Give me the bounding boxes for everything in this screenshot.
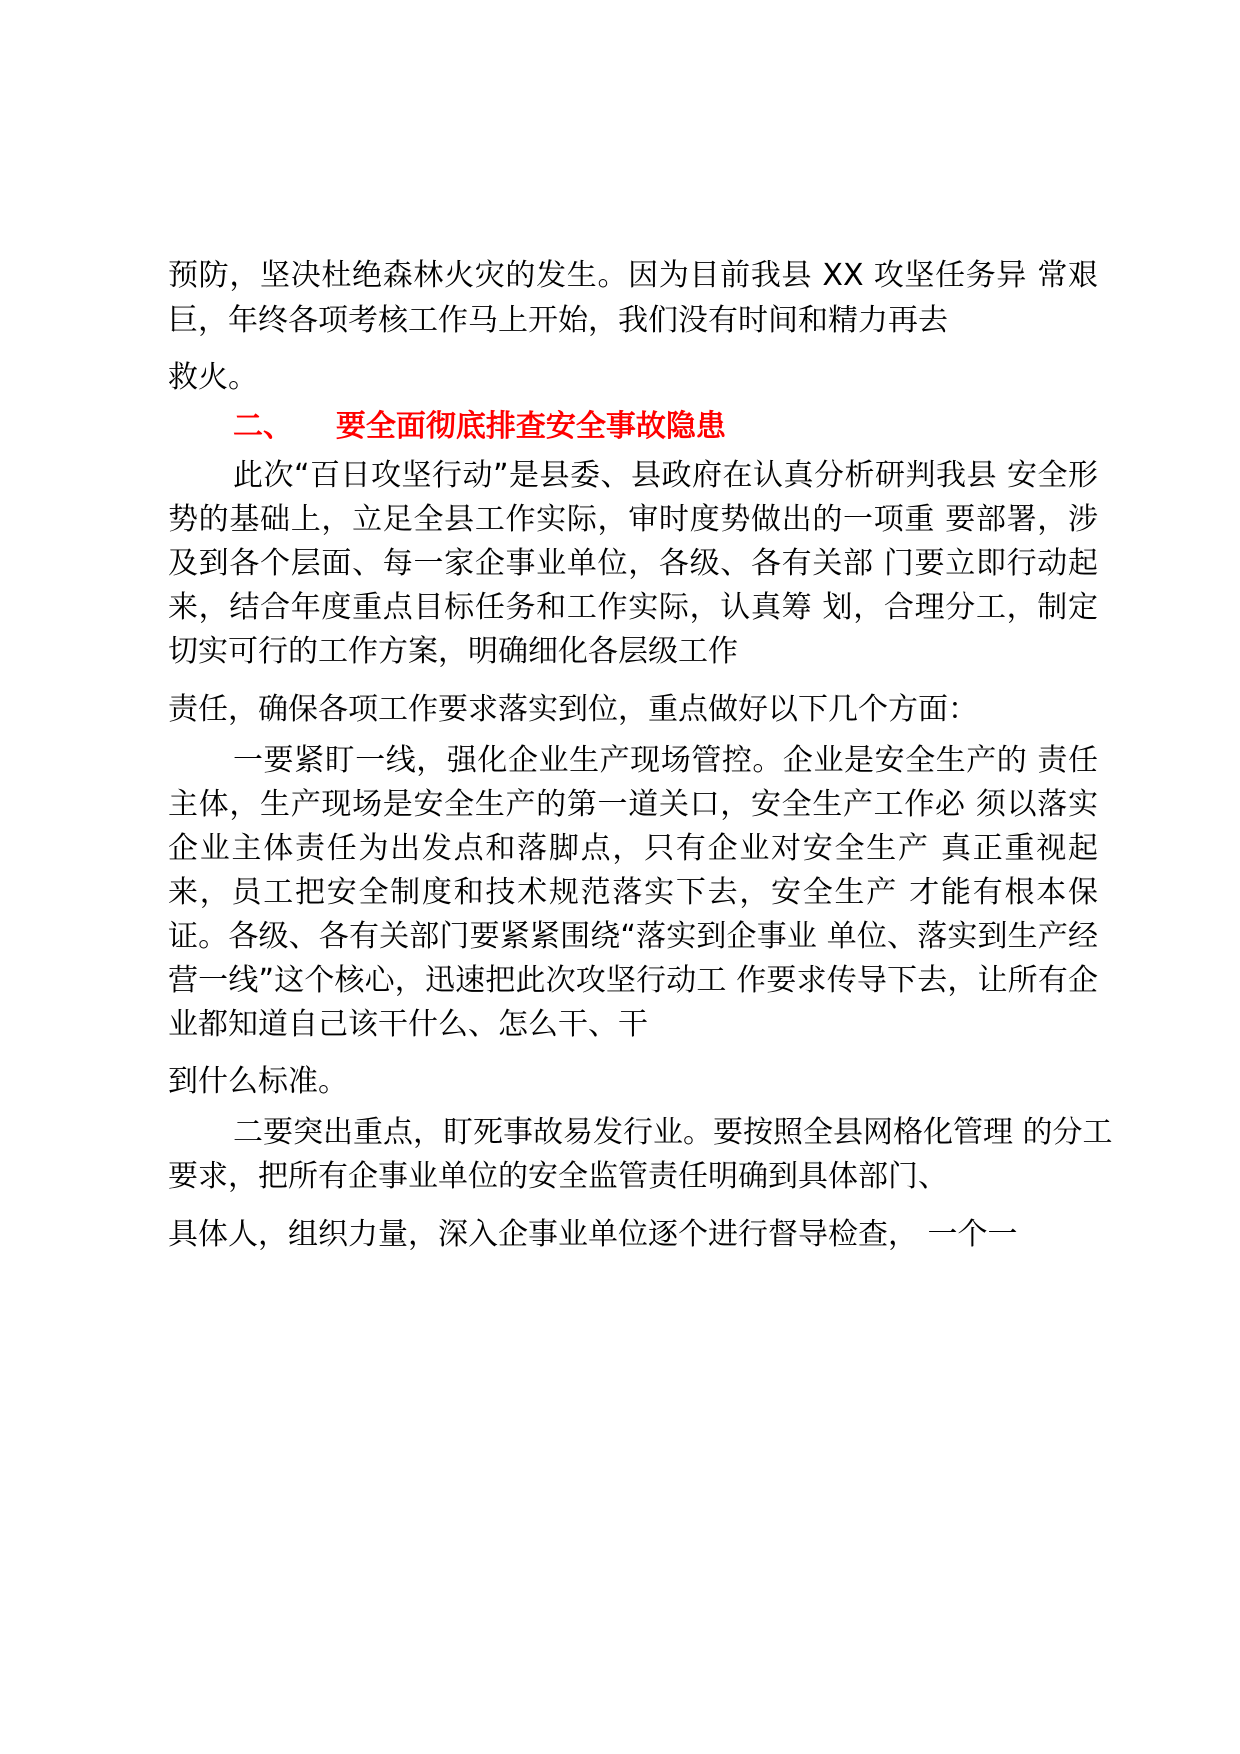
body-text-line: 二要突出重点，盯死事故易发行业。要按照全县网格化管理 的分工 (233, 1115, 1113, 1150)
body-text-line: 势的基础上，立足全县工作实际，审时度势做出的一项重 要部署，涉 (168, 502, 1098, 537)
body-text-line: 切实可行的工作方案，明确细化各层级工作 (168, 634, 738, 669)
body-text-line: 此次“百日攻坚行动”是县委、县政府在认真分析研判我县 安全形 (233, 458, 1098, 493)
body-text-line: 证。各级、各有关部门要紧紧围绕“落实到企事业 单位、落实到生产经 (168, 919, 1098, 954)
body-text-line: 要求，把所有企事业单位的安全监管责任明确到具体部门、 (168, 1159, 948, 1194)
section-heading (233, 407, 726, 447)
body-text-line: 来，员工把安全制度和技术规范落实下去，安全生产 才能有根本保 (168, 875, 1098, 910)
body-text-line: 巨，年终各项考核工作马上开始，我们没有时间和精力再去 (168, 303, 948, 338)
body-text-line: 及到各个层面、每一家企事业单位，各级、各有关部 门要立即行动起 (168, 546, 1098, 581)
body-text-line: 到什么标准。 (168, 1064, 348, 1099)
body-text-line: 业都知道自己该干什么、怎么干、干 (168, 1007, 648, 1042)
body-text-line: 一要紧盯一线，强化企业生产现场管控。企业是安全生产的 责任 (233, 743, 1098, 778)
body-text-line: 具体人，组织力量，深入企事业单位逐个进行督导检查， 一个一 (168, 1217, 1018, 1252)
body-text-line: 企业主体责任为出发点和落脚点，只有企业对安全生产 真正重视起 (168, 831, 1098, 866)
section-heading-text: 要全面彻底排查安全事故隐患 (335, 409, 726, 444)
body-text-line: 主体，生产现场是安全生产的第一道关口，安全生产工作必 须以落实 (168, 787, 1098, 822)
body-text-line: 责任，确保各项工作要求落实到位，重点做好以下几个方面： (168, 692, 978, 727)
body-text-line: 预防，坚决杜绝森林火灾的发生。因为目前我县 XX 攻坚任务异 常艰 (168, 258, 1098, 293)
body-text-line: 来，结合年度重点目标任务和工作实际，认真筹 划，合理分工，制定 (168, 590, 1098, 625)
body-text-line: 救火。 (168, 360, 258, 395)
body-text-line: 营一线”这个核心，迅速把此次攻坚行动工 作要求传导下去，让所有企 (168, 963, 1098, 998)
section-heading-number: 二、 (233, 409, 293, 444)
